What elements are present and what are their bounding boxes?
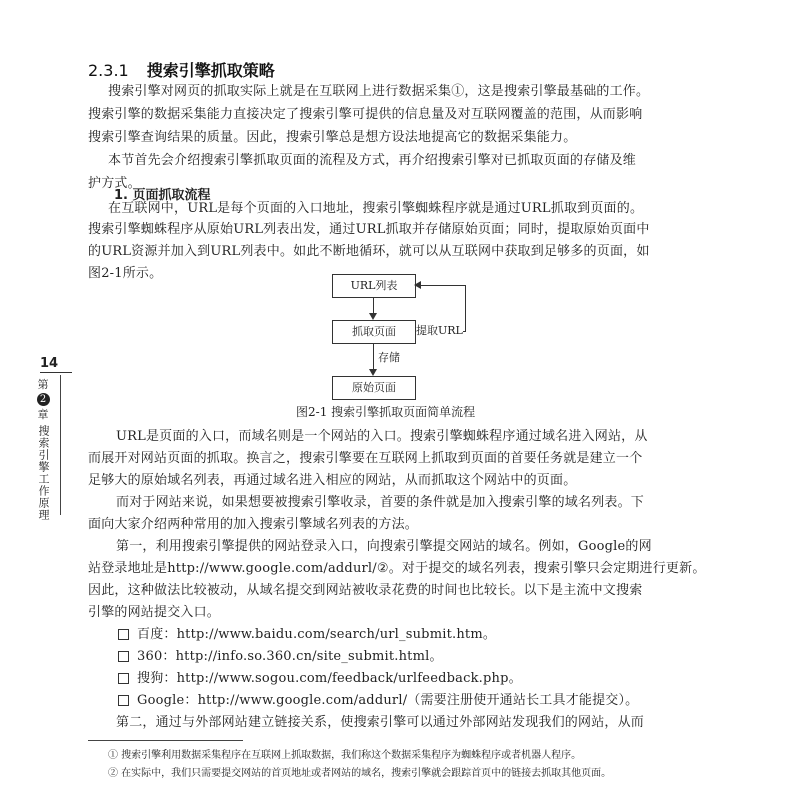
footnote-divider [88,740,243,741]
url-list-box: URL列表 [332,274,416,298]
arrow-line [373,343,374,370]
paragraph-line: 足够大的原始域名列表，再通过域名进入相应的网站，从而抓取这个网站中的页面。 [88,473,577,488]
paragraph-line: 搜索引擎查询结果的质量。因此，搜索引擎总是想方设法地提高它的数据采集能力。 [88,130,577,145]
chapter-number-badge: 2 [37,393,50,406]
sidebar-divider [40,372,72,373]
paragraph-line: 在互联网中，URL是每个页面的入口地址，搜索引擎蜘蛛程序就是通过URL抓取到页面的。 [108,201,644,216]
paragraph-line: 第一，利用搜索引擎提供的网站登录入口，向搜索引擎提交网站的域名。例如，Google的网 [116,539,652,554]
arrow-line [465,285,466,332]
chapter-prefix: 第 [37,378,49,391]
paragraph-line: 站登录地址是http://www.google.com/addurl/②。对于提交的域名列表，搜索引擎只会定期进行更新。 [88,561,706,576]
bullet-square-icon [118,651,129,662]
paragraph-line: 的URL资源并加入到URL列表中。如此不断地循环，就可以从互联网中获取到足够多的页面，如 [88,244,650,259]
paragraph-line: 第二，通过与外部网站建立链接关系，使搜索引擎可以通过外部网站发现我们的网站，从而 [116,715,645,730]
list-item [118,623,496,646]
fetch-page-box: 抓取页面 [332,320,416,344]
paragraph-line: 引擎的网站提交入口。 [88,605,221,620]
paragraph-line: 而对于网站来说，如果想要被搜索引擎收录，首要的条件就是加入搜索引擎的域名列表。下 [116,495,645,510]
chapter-suffix: 章 [37,408,49,421]
chapter-marker [36,378,50,521]
paragraph-line: 本节首先会介绍搜索引擎抓取页面的流程及方式，再介绍搜索引擎对已抓取页面的存储及维 [108,153,637,168]
list-item [118,689,638,712]
arrow-head [369,313,377,320]
footnote: ① 搜索引擎利用数据采集程序在互联网上抓取数据，我们称这个数据采集程序为蜘蛛程序或者机器人程序。 [108,750,582,761]
chapter-title: 搜索引擎工作原理 [37,425,50,521]
paragraph-line: 搜索引擎蜘蛛程序从原始URL列表出发，通过URL抓取并存储原始页面；同时，提取原始页面中 [88,222,650,237]
paragraph-line: 护方式。 [88,176,141,191]
bullet-square-icon [118,673,129,684]
paragraph-line: 搜索引擎对网页的抓取实际上就是在互联网上进行数据采集①，这是搜索引擎最基础的工作。 [108,84,650,99]
section-number: 2.3.1 [88,61,129,80]
paragraph-line: URL是页面的入口，而域名则是一个网站的入口。搜索引擎蜘蛛程序通过域名进入网站，从 [116,429,648,444]
arrow-line [421,285,466,286]
bullet-text: 360：http://info.so.360.cn/site_submit.html。 [137,649,443,664]
figure-caption: 图2-1 搜索引擎抓取页面简单流程 [296,405,476,419]
footnote: ② 在实际中，我们只需要提交网站的首页地址或者网站的域名，搜索引擎就会跟踪首页中的链接去抓取其他页面。 [108,768,612,779]
page-number: 14 [40,356,59,371]
paragraph-line: 而展开对网站页面的抓取。换言之，搜索引擎要在互联网上抓取到页面的首要任务就是建立一个 [88,451,643,466]
extract-url-label: 提取URL [416,324,463,337]
bullet-text: 搜狗：http://www.sogou.com/feedback/urlfeedback.php。 [137,671,522,686]
paragraph-line: 搜索引擎的数据采集能力直接决定了搜索引擎可提供的信息量及对互联网覆盖的范围，从而影响 [88,107,643,122]
sidebar-vertical-rule [60,375,61,515]
paragraph-line: 图2-1所示。 [88,266,163,281]
bullet-text: 百度：http://www.baidu.com/search/url_submit.htm。 [137,627,497,642]
subheading: 1. 页面抓取流程 [114,188,211,203]
section-title [88,58,275,81]
bullet-square-icon [118,629,129,640]
paragraph-line: 因此，这种做法比较被动，从域名提交到网站被收录花费的时间也比较长。以下是主流中文搜索 [88,583,643,598]
bullet-square-icon [118,695,129,706]
arrow-head [369,369,377,376]
raw-page-box: 原始页面 [332,376,416,400]
paragraph-line: 面向大家介绍两种常用的加入搜索引擎域名列表的方法。 [88,517,419,532]
list-item [118,667,522,690]
arrow-head [414,281,421,289]
section-heading: 搜索引擎抓取策略 [146,61,275,80]
list-item [118,645,443,668]
bullet-text: Google：http://www.google.com/addurl/（需要注册使开通站长工具才能提交）。 [137,693,639,708]
store-label: 存储 [378,351,400,364]
